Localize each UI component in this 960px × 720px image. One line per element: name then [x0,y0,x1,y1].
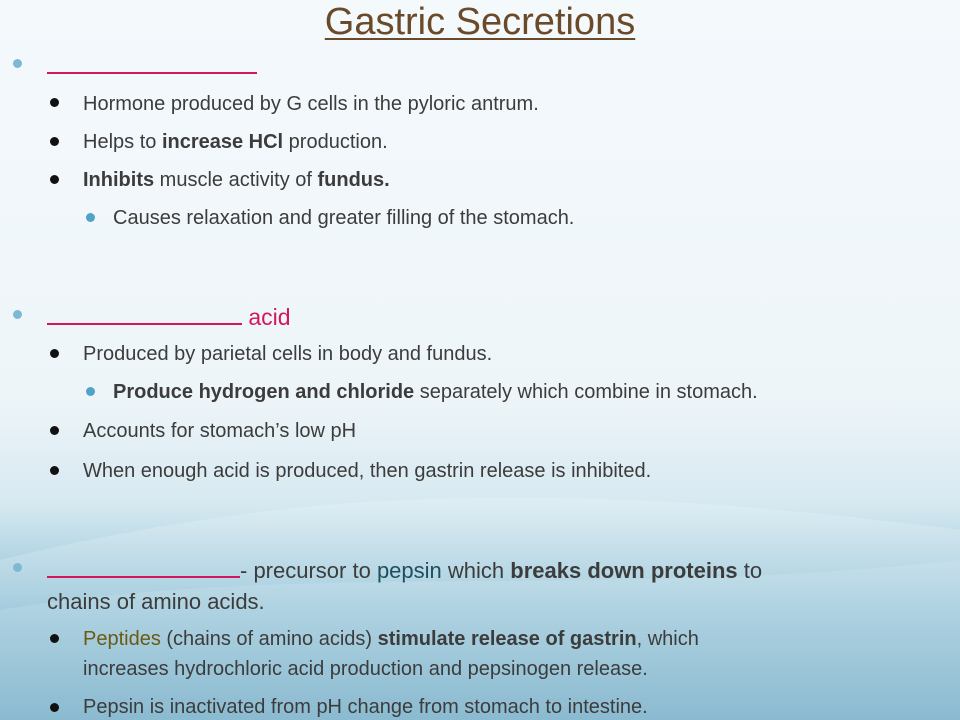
list-item: Produced by parietal cells in body and fundus. [83,343,493,365]
list-item: Inhibits muscle activity of fundus. [83,169,390,191]
list-item: Produce hydrogen and chloride separately which combine in stomach. [113,381,758,403]
list-item: Hormone produced by G cells in the pyloric antrum. [83,93,539,115]
blank-gastrin [47,52,257,80]
bullet-icon [50,137,59,146]
bullet-icon [50,98,59,107]
bullet-icon [86,213,95,222]
list-item: Pepsin is inactivated from pH change from stomach to intestine. [83,696,648,718]
list-item: Helps to increase HCl production. [83,131,388,153]
list-item: Causes relaxation and greater filling of the stomach. [113,207,575,229]
bullet-icon [13,59,22,68]
bullet-icon [50,426,59,435]
bullet-icon [50,349,59,358]
bullet-icon [50,634,59,643]
bullet-icon [50,466,59,475]
bullet-icon [13,310,22,319]
bullet-icon [50,175,59,184]
bullet-icon [50,703,59,712]
list-item-continuation: increases hydrochloric acid production and pepsinogen release. [83,658,648,680]
blank-hydrochloric-acid: acid [47,303,291,331]
section-heading-line2: chains of amino acids. [47,589,265,614]
slide-title: Gastric Secretions [324,1,636,43]
list-item: Peptides (chains of amino acids) stimulate release of gastrin, which [83,628,699,650]
list-item: Accounts for stomach’s low pH [83,420,357,442]
bullet-icon [13,563,22,572]
bullet-icon [86,387,95,396]
section-heading-pepsinogen: - precursor to pepsin which breaks down proteins to [47,556,762,584]
list-item: When enough acid is produced, then gastrin release is inhibited. [83,460,652,482]
